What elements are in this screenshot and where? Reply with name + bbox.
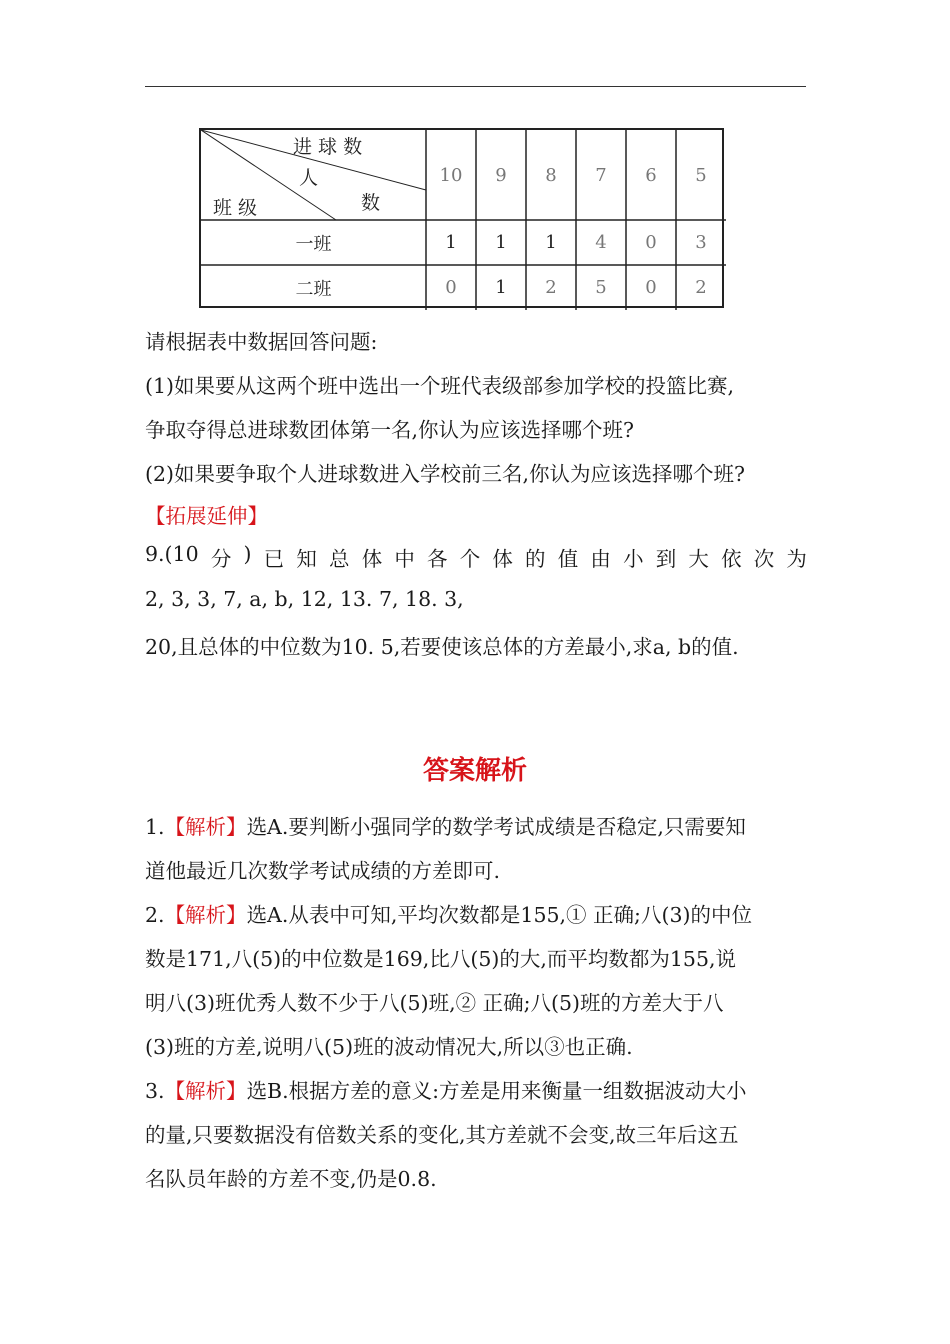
word: 分 [210,547,232,571]
table-cell: 2 [695,277,707,298]
analysis-tag: 【解析】 [164,815,247,839]
answer-3-line-2: 的量,只要数据没有倍数关系的变化,其方差就不会变,故三年后这五 [145,1123,739,1147]
word: 知 [296,547,317,571]
word: 的 [525,547,546,571]
question-1-line-2: 争取夺得总进球数团体第一名,你认为应该选择哪个班? [145,418,635,442]
answer-2-line-3: 明八(3)班优秀人数不少于八(5)班,② 正确;八(5)班的方差大于八 [145,991,724,1015]
table-cell: 3 [695,232,707,253]
table-cell: 1 [495,277,507,298]
answer-2-line-4: (3)班的方差,说明八(5)班的波动情况大,所以③也正确. [145,1035,633,1059]
column-header: 5 [695,164,707,186]
word: 体 [492,547,513,571]
corner-header-bottom: 班 级 [213,197,258,219]
column-header: 8 [545,164,557,186]
answers-title: 答案解析 [422,756,527,786]
answer-1-line-2: 道他最近几次数学考试成绩的方差即可. [145,859,501,883]
table-cell: 0 [645,277,657,298]
corner-header-middle: 人 [299,167,319,189]
answer-text: 选B.根据方差的意义:方差是用来衡量一组数据波动大小 [246,1079,747,1103]
column-header: 7 [595,164,607,186]
word: 总 [329,547,350,571]
answer-number: 2. [145,903,165,927]
word: 体 [361,547,383,571]
word: 大 [688,547,709,571]
word: 为 [786,547,807,571]
column-header: 9 [495,164,507,186]
row-label: 一班 [295,233,332,255]
word: ) [243,542,252,566]
word: 值 [557,547,579,571]
answer-1-line-1 [145,810,746,840]
answer-3-line-3: 名队员年龄的方差不变,仍是0.8. [145,1167,437,1191]
word: 已 [263,547,285,571]
table-cell: 0 [645,232,657,253]
section-tag-extension: 【拓展延伸】 [145,504,268,528]
corner-header-top: 进 球 数 [293,136,363,158]
header-rule [145,86,806,87]
table-cell: 5 [595,277,607,298]
answer-text: 选A.要判断小强同学的数学考试成绩是否稳定,只需要知 [246,815,746,839]
word: 各 [427,547,448,571]
answer-3-line-1 [145,1074,747,1104]
table-cell: 4 [595,232,607,253]
word: 9.(10 [145,542,199,566]
problem-9-line-3: 20,且总体的中位数为10. 5,若要使该总体的方差最小,求a, b的值. [145,635,739,659]
question-1-line-1: (1)如果要从这两个班中选出一个班代表级部参加学校的投篮比赛, [145,374,735,398]
problem-9-line-1 [145,542,807,572]
word: 中 [394,547,415,571]
analysis-tag: 【解析】 [164,903,247,927]
row-label: 二班 [295,278,332,300]
answer-number: 1. [145,815,165,839]
word: 小 [623,547,644,571]
question-intro: 请根据表中数据回答问题: [145,330,378,354]
question-2: (2)如果要争取个人进球数进入学校前三名,你认为应该选择哪个班? [145,462,746,486]
word: 依 [721,547,742,571]
table-cell: 1 [495,232,507,253]
score-table [199,128,724,308]
analysis-tag: 【解析】 [164,1079,247,1103]
answer-2-line-1 [145,898,752,928]
word: 由 [590,547,611,571]
column-header: 10 [439,164,463,186]
word: 个 [459,547,481,571]
problem-9-line-2: 2, 3, 3, 7, a, b, 12, 13. 7, 18. 3, [145,587,464,611]
table-cell: 0 [445,277,457,298]
word: 次 [753,547,775,571]
answer-text: 选A.从表中可知,平均次数都是155,① 正确;八(3)的中位 [246,903,753,927]
answer-number: 3. [145,1079,165,1103]
word: 到 [655,547,677,571]
table-cell: 1 [545,232,557,253]
column-header: 6 [645,164,657,186]
answer-2-line-2: 数是171,八(5)的中位数是169,比八(5)的大,而平均数都为155,说 [145,947,737,971]
table-cell: 2 [545,277,557,298]
table-cell: 1 [445,232,457,253]
corner-header-right: 数 [361,192,381,214]
